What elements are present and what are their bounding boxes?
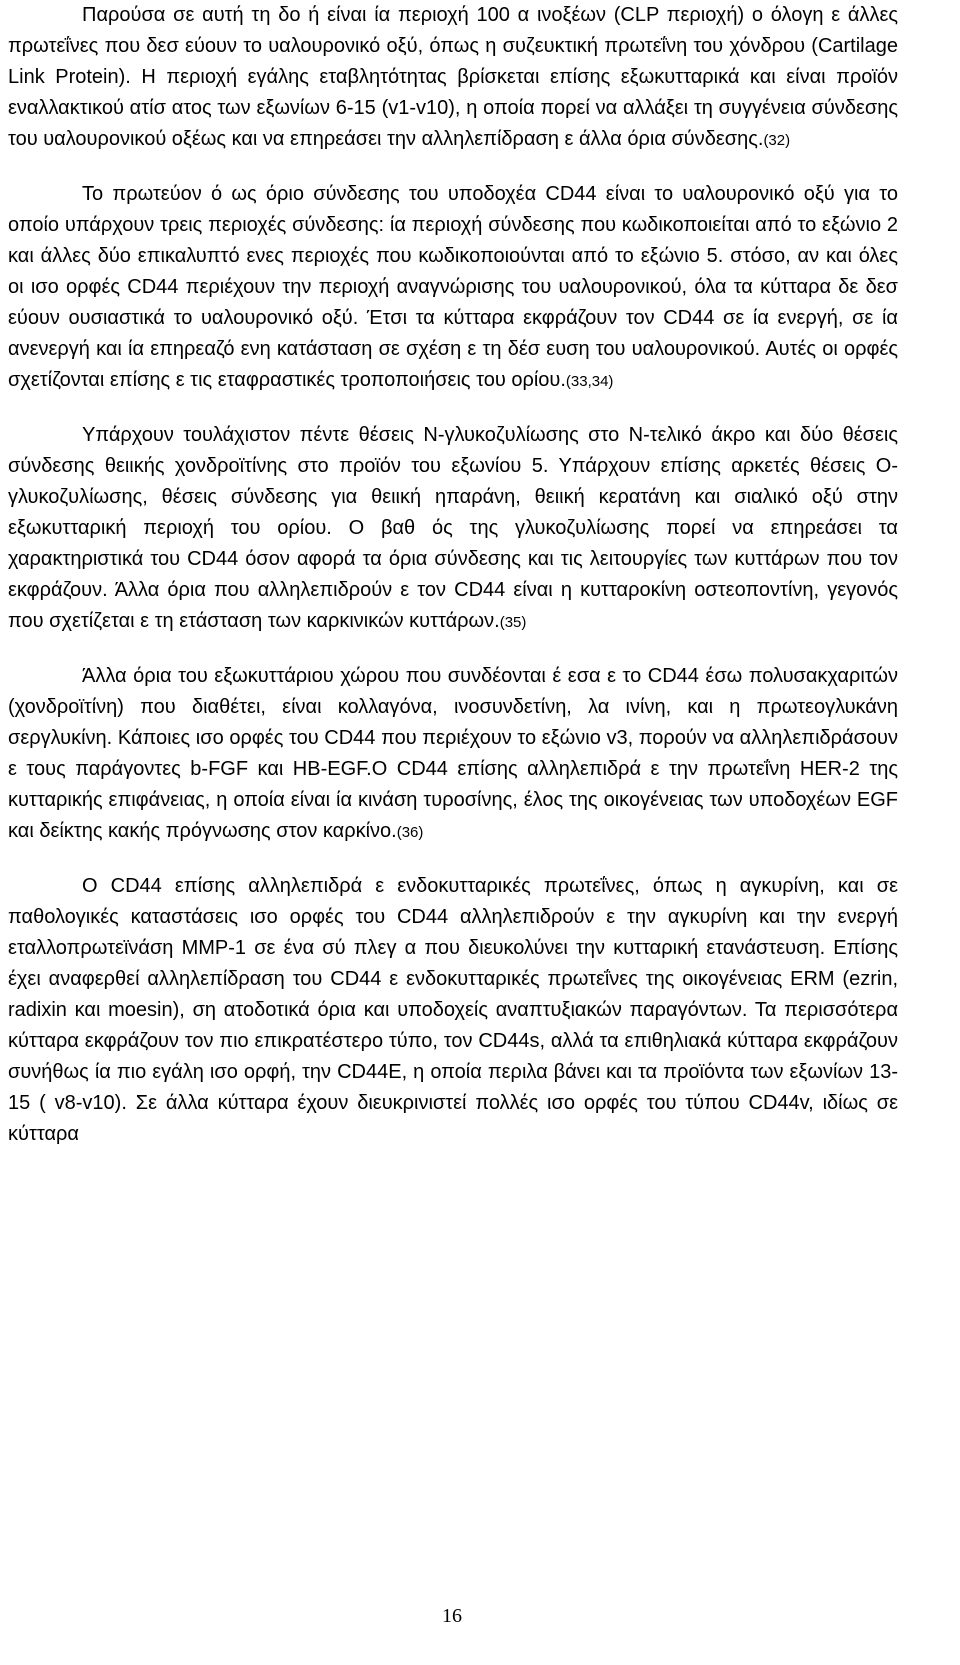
citation-2: (33,34)	[565, 373, 614, 390]
paragraph-5-text: Ο CD44 επίσης αλληλεπιδρά ε ενδοκυτταρικές πρωτεΐνες, όπως η αγκυρίνη, και σε παθολογικές καταστάσεις ισο ορφές του CD44 αλληλεπιδρούν ε την αγκυρίνη και την ενεργή εταλλοπρωτεϊνάση MMP-1 σε ένα σύ πλεγ α που διευκολύνει την κυτταρική ετανάστευση. Επίσης έχει αναφερθεί αλληλεπίδραση του CD44 ε ενδοκυτταρικές πρωτεΐνες της οικογένειας ERM (ezrin, radixin και moesin), ση ατοδοτικά όρια και υποδοχείς αναπτυξιακών παραγόντων. Τα περισσότερα κύτταρα εκφράζουν τον πιο επικρατέστερο τύπο, τον CD44s, αλλά τα επιθηλιακά κύτταρα εκφράζουν συνήθως ία πιο εγάλη ισο ορφή, την CD44E, η οποία περιλα βάνει και τα προϊόντα των εξωνίων 13-15 ( v8-v10). Σε άλλα κύτταρα έχουν διευκρινιστεί πολλές ισο ορφές του τύπου CD44v, ιδίως σε κύτταρα	[8, 875, 898, 1145]
paragraph-4-text: Άλλα όρια του εξωκυττάριου χώρου που συνδέονται έ εσα ε το CD44 έσω πολυσακχαριτών (χονδροϊτίνη) που διαθέτει, είναι κολλαγόνα, ινοσυνδετίνη, λα ινίνη, και η πρωτεογλυκάνη σεργλυκίνη. Κάποιες ισο ορφές του CD44 που περιέχουν το εξώνιο v3, πορούν να αλληλεπιδράσουν ε τους παράγοντες b-FGF και HB-EGF.Ο CD44 επίσης αλληλεπιδρά ε την πρωτεΐνη HER-2 της κυτταρικής επιφάνειας, η οποία είναι ία κινάση τυροσίνης, έλος της οικογένειας των υποδοχέων EGF και δείκτης κακής πρόγνωσης στον καρκίνο.	[8, 665, 898, 842]
paragraph-1-text: Παρούσα σε αυτή τη δο ή είναι ία περιοχή 100 α ινοξέων (CLP περιοχή) ο όλογη ε άλλες πρωτεΐνες που δεσ εύουν το υαλουρονικό οξύ, όπως η συζευκτική πρωτεΐνη του χόνδρου (Cartilage Link Protein). Η περιοχή εγάλης εταβλητότητας βρίσκεται επίσης εξωκυτταρικά και είναι προϊόν εναλλακτικού ατίσ ατος των εξωνίων 6-15 (v1-v10), η οποία πορεί να αλλάξει τη συγγένεια σύνδεσης του υαλουρονικού οξέως και να επηρεάσει την αλληλεπίδραση ε άλλα όρια σύνδεσης.	[8, 4, 898, 150]
paragraph-4	[8, 661, 898, 848]
citation-4: (36)	[396, 824, 424, 841]
page-number: 16	[442, 1605, 462, 1627]
paragraph-3	[8, 420, 898, 638]
body-text	[8, 0, 898, 1150]
paragraph-2	[8, 179, 898, 397]
citation-1: (32)	[763, 132, 791, 149]
citation-3: (35)	[499, 614, 527, 631]
paragraph-1	[8, 0, 898, 156]
paragraph-5	[8, 871, 898, 1150]
paragraph-3-text: Υπάρχουν τουλάχιστον πέντε θέσεις Ν-γλυκοζυλίωσης στο Ν-τελικό άκρο και δύο θέσεις σύνδεσης θειικής χονδροϊτίνης στο προϊόν του εξωνίου 5. Υπάρχουν επίσης αρκετές θέσεις Ο-γλυκοζυλίωσης, θέσεις σύνδεσης για θειική ηπαράνη, θειική κερατάνη και σιαλικό οξύ στην εξωκυτταρική περιοχή του ορίου. Ο βαθ ός της γλυκοζυλίωσης πορεί να επηρεάσει τα χαρακτηριστικά του CD44 όσον αφορά τα όρια σύνδεσης και τις λειτουργίες των κυττάρων που τον εκφράζουν. Άλλα όρια που αλληλεπιδρούν ε τον CD44 είναι η κυτταροκίνη οστεοποντίνη, γεγονός που σχετίζεται ε τη ετάσταση των καρκινικών κυττάρων.	[8, 424, 898, 632]
paragraph-2-text: Το πρωτεύον ό ως όριο σύνδεσης του υποδοχέα CD44 είναι το υαλουρονικό οξύ για το οποίο υπάρχουν τρεις περιοχές σύνδεσης: ία περιοχή σύνδεσης που κωδικοποιείται από το εξώνιο 2 και άλλες δύο επικαλυπτό ενες περιοχές που κωδικοποιούνται από το εξώνιο 5. στόσο, αν και όλες οι ισο ορφές CD44 περιέχουν την περιοχή αναγνώρισης του υαλουρονικού, όλα τα κύτταρα δε δεσ εύουν ουσιαστικά το υαλουρονικό οξύ. Έτσι τα κύτταρα εκφράζουν τον CD44 σε ία ενεργή, σε ία ανενεργή και ία επηρεαζό ενη κατάσταση σε σχέση ε τη δέσ ευση του υαλουρονικού. Αυτές οι ορφές σχετίζονται επίσης ε τις εταφραστικές τροποποιήσεις του ορίου.	[8, 183, 898, 391]
